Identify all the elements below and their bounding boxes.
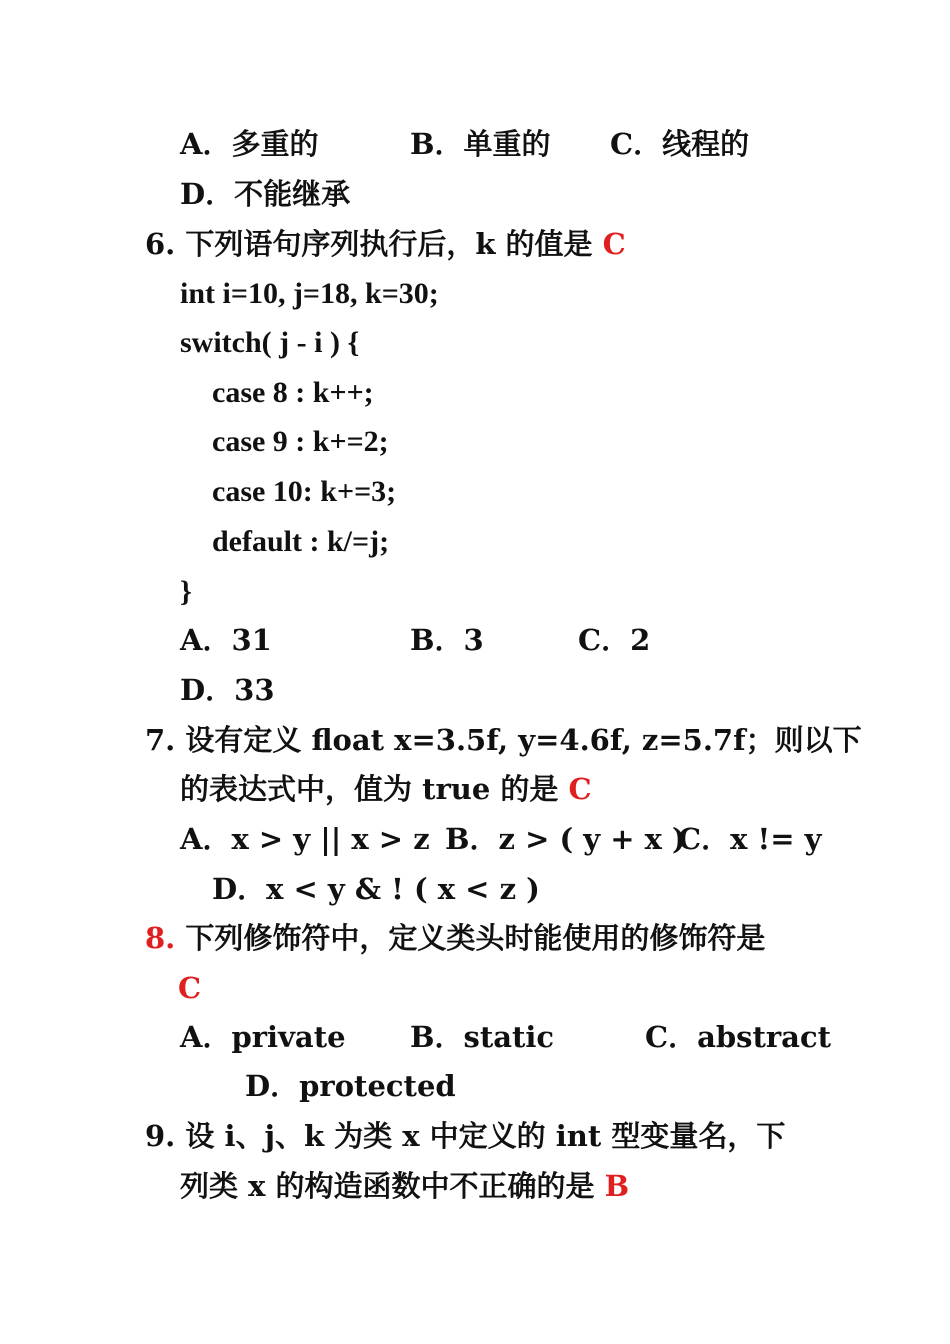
q6-option-d: D．33 xyxy=(180,673,275,707)
q7-stem-line-1: 7. 设有定义 float x=3.5f, y=4.6f, z=5.7f；则以下 xyxy=(145,723,862,757)
q6-stem-text: 6. 下列语句序列执行后，k 的值是 xyxy=(145,227,593,261)
q8-option-d: D．protected xyxy=(245,1069,456,1103)
q7-option-a: A．x > y || x > z xyxy=(180,822,430,856)
q5-option-b: B．单重的 xyxy=(410,127,551,161)
q8-stem-text: 下列修饰符中，定义类头时能使用的修饰符是 xyxy=(185,921,766,955)
q9-answer: B xyxy=(604,1169,630,1203)
q8-answer: C xyxy=(178,971,202,1005)
q8-option-c: C．abstract xyxy=(645,1020,831,1054)
q7-option-b: B．z > ( y + x ) xyxy=(445,822,686,856)
q6-code-line-1: int i=10, j=18, k=30; xyxy=(180,277,439,310)
q6-code-line-3: case 8 : k++; xyxy=(212,376,374,409)
q6-option-b: B．3 xyxy=(410,623,484,657)
q7-option-c: C．x != y xyxy=(678,822,822,856)
q6-code-line-6: default : k/=j; xyxy=(212,525,390,558)
q6-code-line-4: case 9 : k+=2; xyxy=(212,425,389,458)
q8-number: 8. xyxy=(145,921,176,955)
q7-stem-text: 的表达式中，值为 true 的是 xyxy=(180,772,559,806)
q9-stem-text: 列类 x 的构造函数中不正确的是 xyxy=(180,1169,595,1203)
q6-answer: C xyxy=(602,227,626,261)
q6-option-a: A．31 xyxy=(180,623,272,657)
q5-option-d: D．不能继承 xyxy=(180,177,351,211)
q9-stem-line-2 xyxy=(180,1164,629,1208)
q8-option-b: B．static xyxy=(410,1020,555,1054)
q7-option-d: D．x < y & ! ( x < z ) xyxy=(212,872,540,906)
q8-option-a: A．private xyxy=(180,1020,346,1054)
q7-stem-line-2 xyxy=(180,767,592,811)
q5-option-c: C．线程的 xyxy=(610,127,750,161)
q6-code-line-2: switch( j - i ) { xyxy=(180,326,360,359)
q6-code-line-7: } xyxy=(180,575,192,608)
q6-stem xyxy=(145,222,626,266)
q7-answer: C xyxy=(568,772,592,806)
q6-option-c: C．2 xyxy=(578,623,651,657)
q8-stem xyxy=(145,916,765,960)
q9-stem-line-1: 9. 设 i、j、k 为类 x 中定义的 int 型变量名，下 xyxy=(145,1119,786,1153)
q5-option-a: A．多重的 xyxy=(180,127,319,161)
q6-code-line-5: case 10: k+=3; xyxy=(212,475,397,508)
